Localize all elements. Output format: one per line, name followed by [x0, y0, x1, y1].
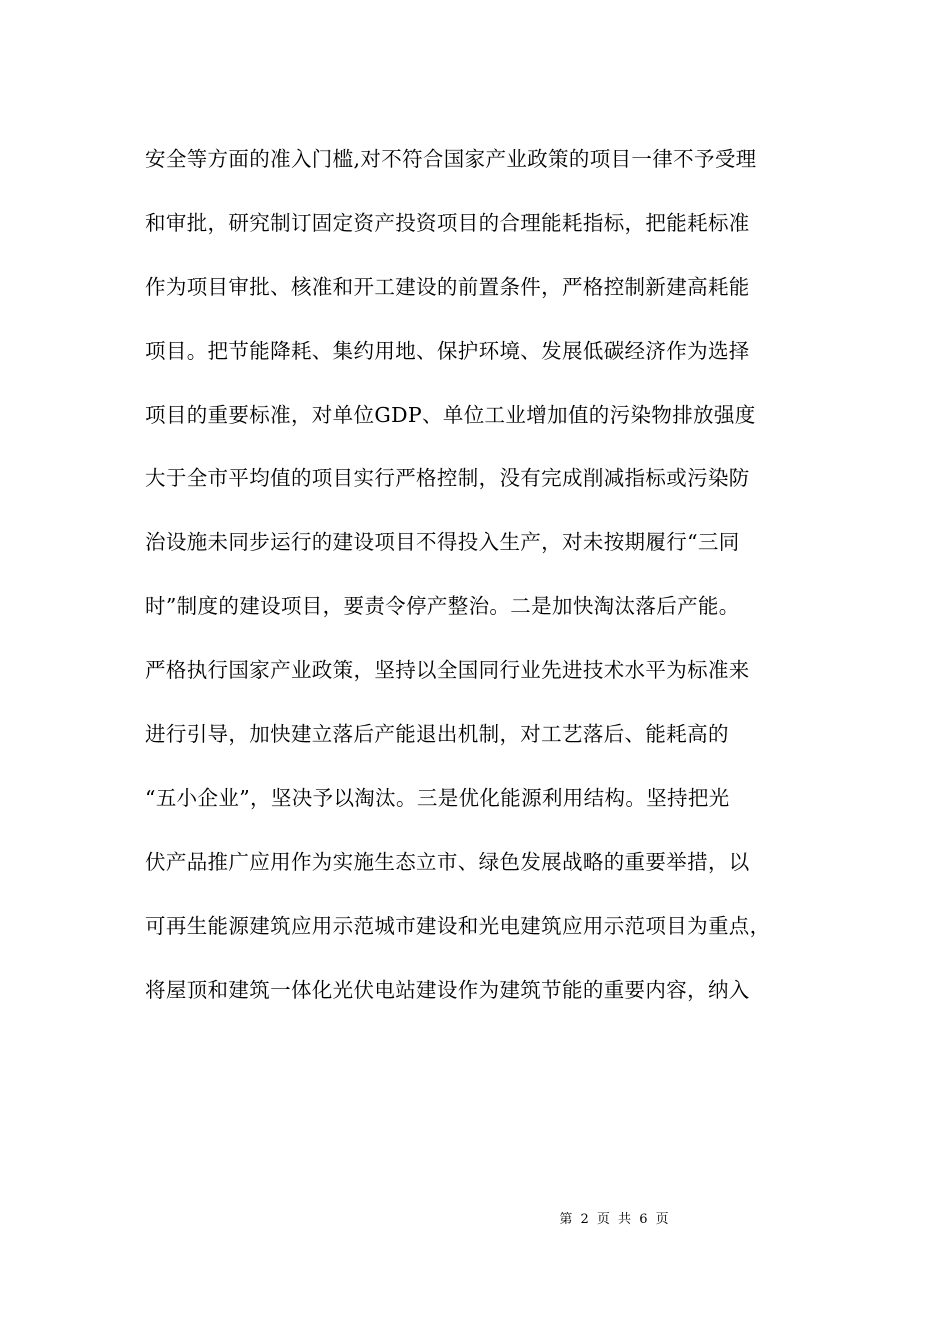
page-footer [0, 1208, 950, 1227]
text-line: 进行引导，加快建立落后产能退出机制，对工艺落后、能耗高的 [145, 722, 729, 747]
text-line: 项目。把节能降耗、集约用地、保护环境、发展低碳经济作为选择 [145, 338, 750, 363]
page-number: 第 2 页 共 6 页 [559, 1212, 671, 1227]
text-line: 和审批，研究制订固定资产投资项目的合理能耗指标，把能耗标准 [145, 210, 750, 235]
text-line: 作为项目审批、核准和开工建设的前置条件，严格控制新建高耗能 [145, 274, 750, 299]
text-line: 将屋顶和建筑一体化光伏电站建设作为建筑节能的重要内容，纳入 [145, 977, 750, 1002]
text-line: “五小企业”，坚决予以淘汰。三是优化能源利用结构。坚持把光 [145, 785, 730, 810]
text-line: 时”制度的建设项目，要责令停产整治。二是加快淘汰落后产能。 [145, 594, 740, 619]
text-line: 治设施未同步运行的建设项目不得投入生产，对未按期履行“三同 [145, 530, 740, 555]
text-line: 项目的重要标准，对单位GDP、单位工业增加值的污染物排放强度 [145, 402, 756, 427]
text-line: 大于全市平均值的项目实行严格控制，没有完成削减指标或污染防 [145, 466, 750, 491]
body-text [145, 134, 845, 1028]
text-line: 严格执行国家产业政策，坚持以全国同行业先进技术水平为标准来 [145, 658, 750, 683]
text-line: 可再生能源建筑应用示范城市建设和光电建筑应用示范项目为重点， [145, 913, 771, 938]
text-line: 安全等方面的准入门槛,对不符合国家产业政策的项目一律不予受理 [145, 147, 757, 171]
text-line: 伏产品推广应用作为实施生态立市、绿色发展战略的重要举措，以 [145, 849, 750, 874]
